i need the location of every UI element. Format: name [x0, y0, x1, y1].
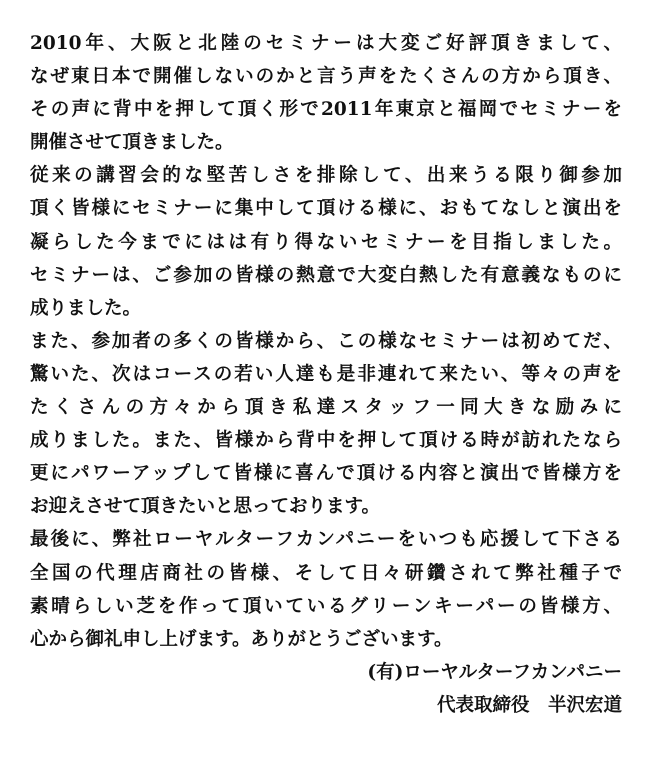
- text-line: 頂く皆様にセミナーに集中して頂ける様に、おもてなしと演出を: [30, 198, 622, 220]
- text-line: 驚いた、次はコースの若い人達も是非連れて来たい、等々の声を: [30, 363, 622, 385]
- text-line: 2010年、大阪と北陸のセミナーは大変ご好評頂きまして、: [30, 33, 622, 54]
- paragraph: [30, 523, 622, 655]
- paragraph: [30, 159, 622, 324]
- text-line: 素晴らしい芝を作って頂いているグリーンキーパーの皆様方、: [30, 595, 622, 617]
- paragraph: [30, 27, 622, 159]
- text-line: 開催させて頂きました。: [30, 132, 234, 154]
- text-line: なぜ東日本で開催しないのかと言う声をたくさんの方から頂き、: [30, 66, 622, 88]
- text-line: 最後に、弊社ローヤルターフカンパニーをいつも応援して下さる: [30, 529, 622, 551]
- text-line: その声に背中を押して頂く形で2011年東京と福岡でセミナーを: [30, 99, 622, 121]
- text-line: 成りました。: [30, 297, 142, 319]
- signature-representative: 代表取締役 半沢宏道: [436, 694, 622, 716]
- text-line: セミナーは、ご参加の皆様の熱意で大変白熱した有意義なものに: [30, 264, 622, 286]
- text-line: 成りました。また、皆様から背中を押して頂ける時が訪れたなら: [30, 430, 622, 452]
- text-line: 凝らした今までにはは有り得ないセミナーを目指しました。: [30, 231, 622, 253]
- text-line: お迎えさせて頂きたいと思っております。: [30, 496, 381, 518]
- text-line: 更にパワーアップして皆様に喜んで頂ける内容と演出で皆様方を: [30, 463, 622, 485]
- message-document: [30, 27, 622, 722]
- text-line: また、参加者の多くの皆様から、この様なセミナーは初めてだ、: [30, 330, 622, 352]
- paragraph: [30, 325, 622, 524]
- text-line: 従来の講習会的な堅苦しさを排除して、出来うる限り御参加: [30, 165, 622, 187]
- text-line: たくさんの方々から頂き私達スタッフ一同大きな励みに: [30, 397, 622, 419]
- signature-company: (有)ローヤルターフカンパニー: [367, 661, 622, 683]
- text-line: 全国の代理店商社の皆様、そして日々研鑽されて弊社種子で: [30, 562, 622, 584]
- text-line: 心から御礼申し上げます。ありがとうございます。: [30, 628, 453, 650]
